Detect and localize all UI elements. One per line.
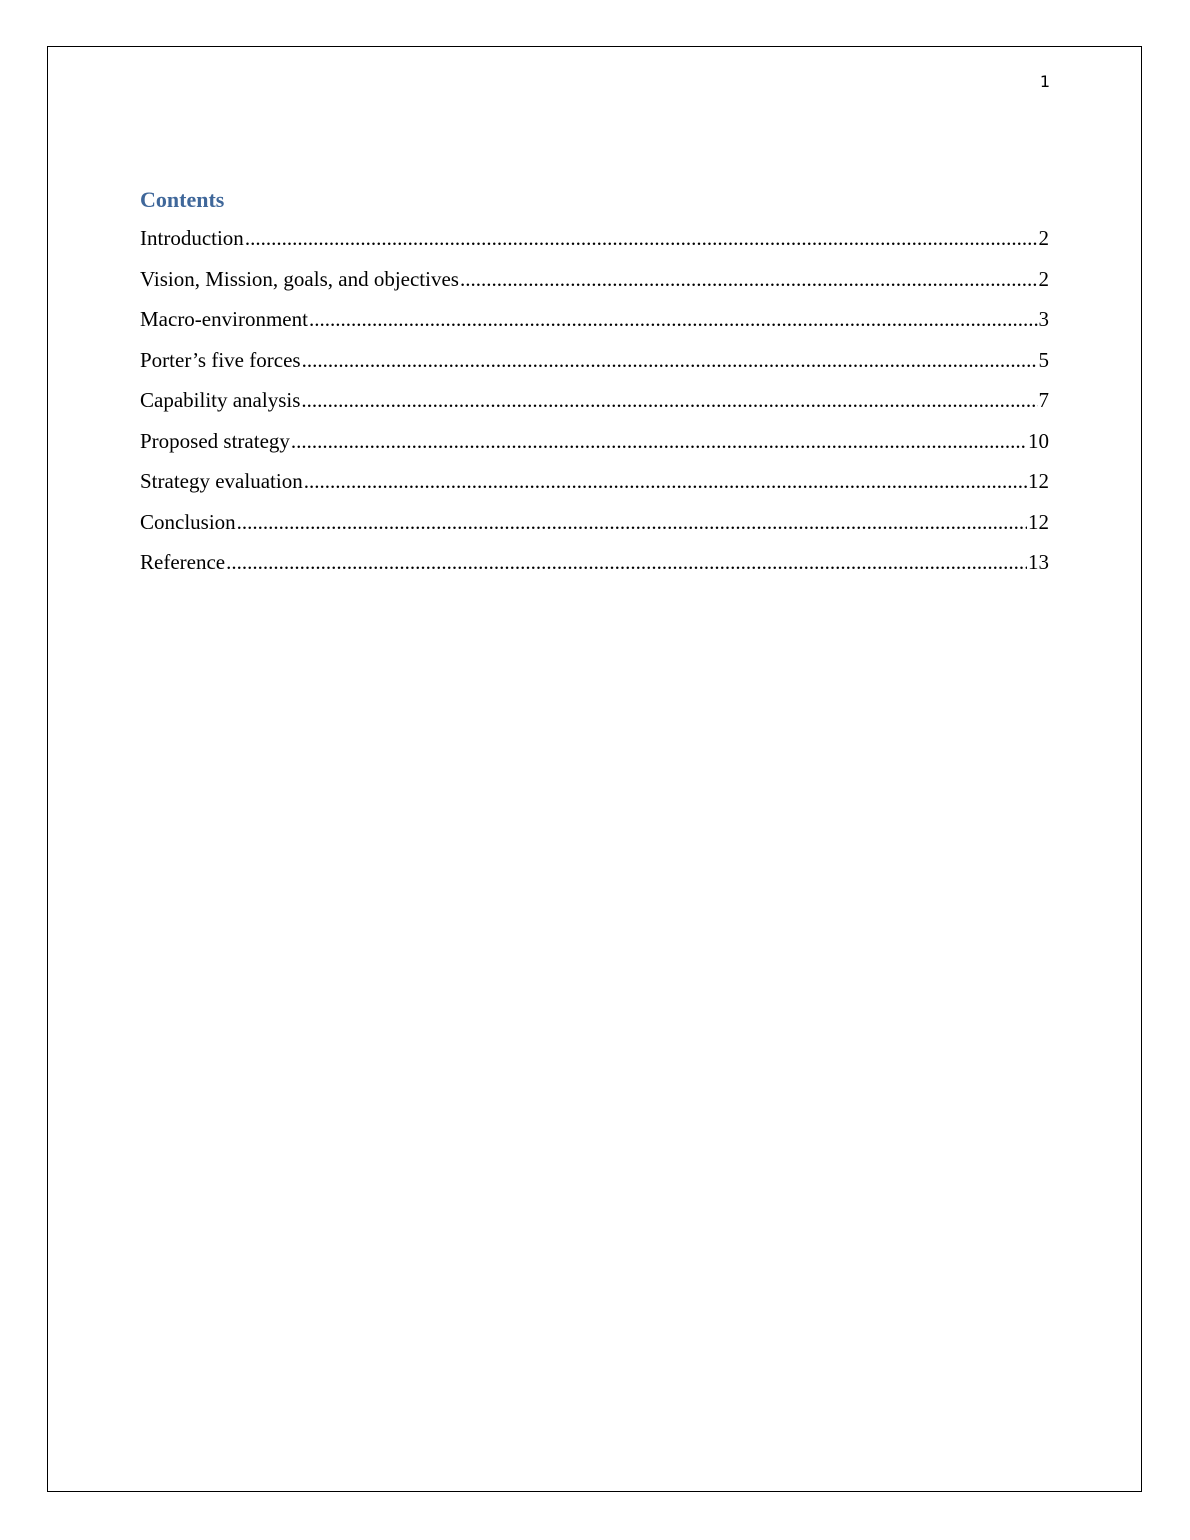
toc-entry-title: Strategy evaluation — [140, 469, 303, 493]
toc-dot-leader — [309, 307, 1038, 332]
toc-entry-title: Introduction — [140, 226, 244, 250]
toc-entry-conclusion[interactable] — [140, 510, 1049, 551]
toc-entry-title: Porter’s five forces — [140, 347, 301, 372]
toc-dot-leader — [291, 429, 1027, 454]
toc-entry-title: Conclusion — [140, 509, 236, 534]
toc-entry-introduction[interactable] — [140, 226, 1049, 267]
toc-entry-page: 7 — [1038, 388, 1049, 412]
toc-entry-vision-mission[interactable] — [140, 267, 1049, 308]
toc-entry-macro-environment[interactable] — [140, 307, 1049, 348]
toc-entry-title: Macro-environment — [140, 307, 308, 331]
toc-dot-leader — [226, 550, 1027, 575]
toc-entry-title: Vision, Mission, goals, and objectives — [140, 266, 459, 291]
toc-entry-title: Reference — [140, 550, 226, 574]
toc-entry-proposed-strategy[interactable] — [140, 429, 1049, 470]
toc-entry-strategy-evaluation[interactable] — [140, 469, 1049, 510]
toc-entry-capability-analysis[interactable] — [140, 388, 1049, 429]
toc-entry-porters-five-forces[interactable] — [140, 348, 1049, 389]
page-number: 1 — [1039, 72, 1050, 91]
toc-entry-page: 5 — [1038, 347, 1049, 372]
toc-entry-title: Proposed strategy — [140, 428, 290, 453]
toc-entry-reference[interactable] — [140, 550, 1049, 591]
toc-entry-page: 13 — [1028, 550, 1049, 574]
toc-dot-leader — [245, 226, 1038, 251]
toc-entry-page: 10 — [1028, 428, 1049, 453]
toc-dot-leader — [301, 388, 1037, 413]
toc-entry-page: 2 — [1038, 226, 1049, 250]
toc-entry-title: Capability analysis — [140, 388, 301, 412]
toc-dot-leader — [460, 267, 1038, 292]
table-of-contents — [140, 186, 1049, 591]
toc-list — [140, 226, 1049, 591]
toc-dot-leader — [302, 348, 1038, 373]
toc-heading: Contents — [140, 187, 225, 212]
toc-entry-page: 12 — [1028, 509, 1049, 534]
toc-dot-leader — [237, 510, 1027, 535]
toc-entry-page: 3 — [1038, 307, 1049, 331]
toc-entry-page: 2 — [1038, 266, 1049, 291]
toc-dot-leader — [304, 469, 1027, 494]
toc-entry-page: 12 — [1028, 469, 1049, 493]
